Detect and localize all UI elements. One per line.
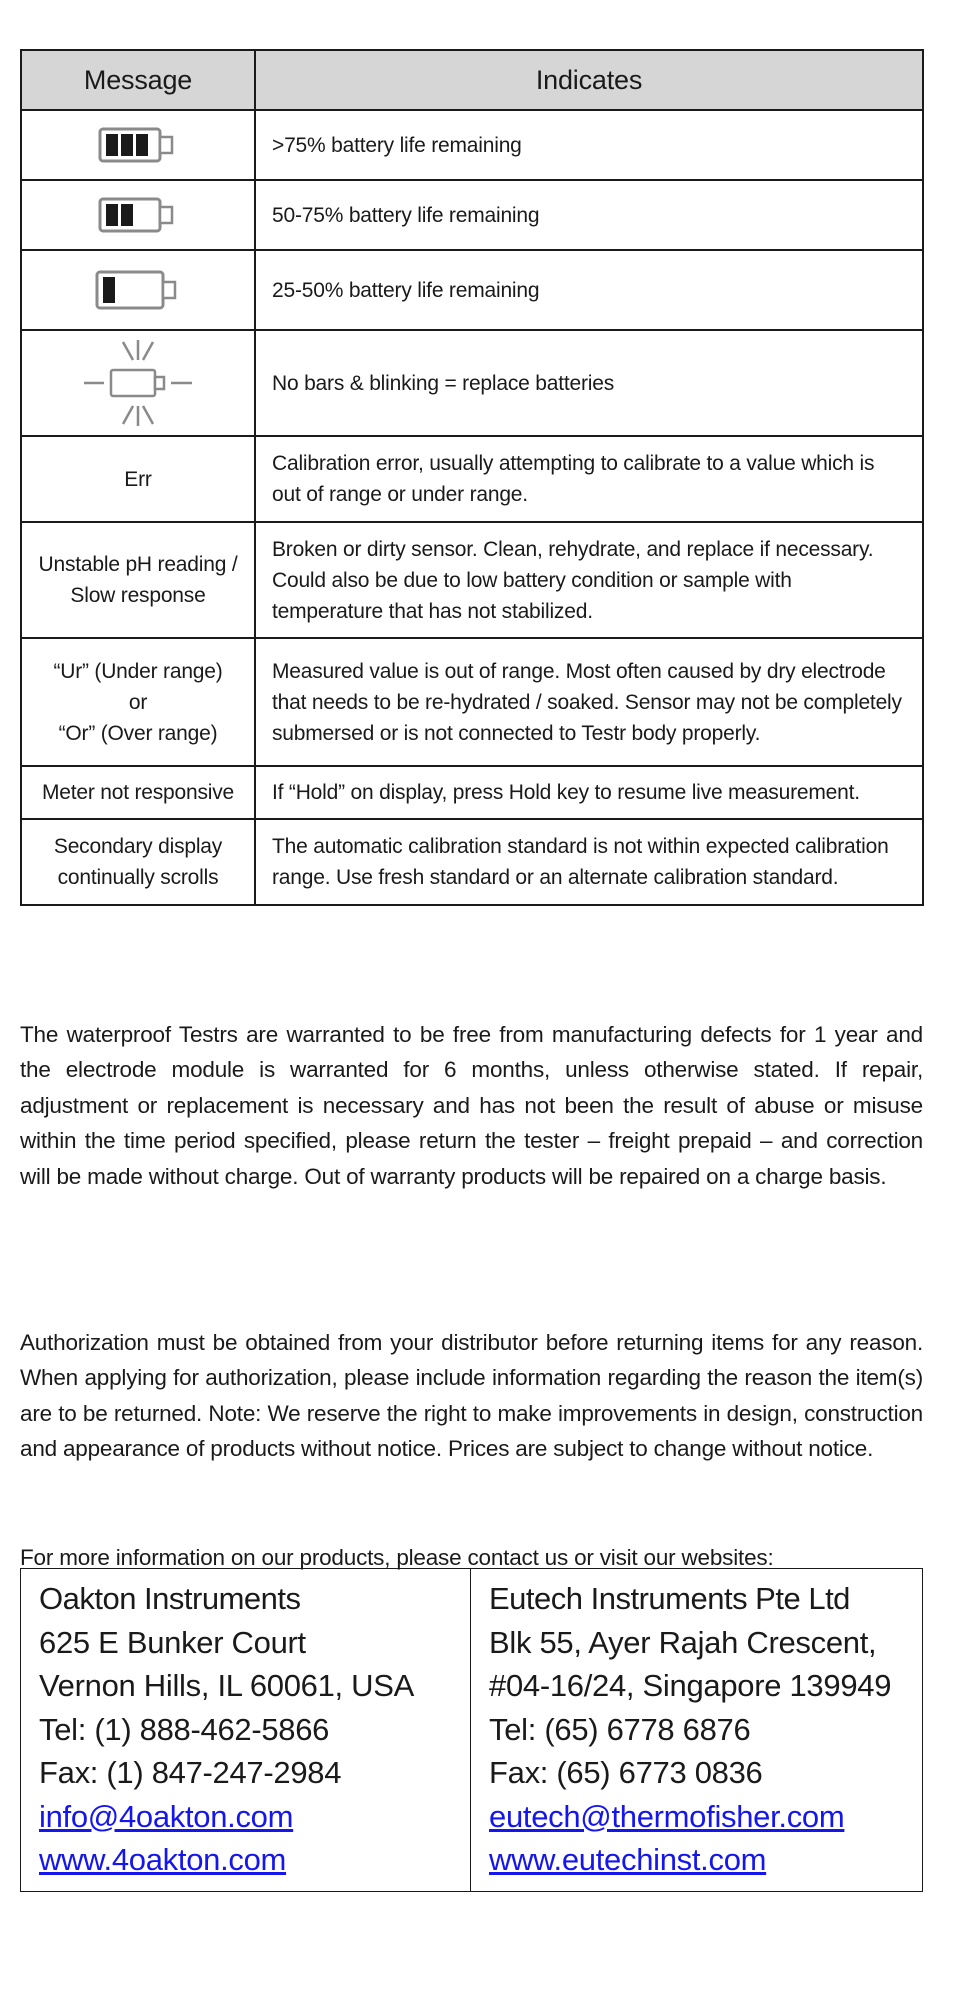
message-cell: Unstable pH reading / Slow response: [21, 522, 255, 638]
message-cell: [21, 330, 255, 436]
indicates-cell: The automatic calibration standard is not within expected calibration range. Use fresh standard or an alternate calibration standard.: [255, 819, 923, 905]
indicates-cell: >75% battery life remaining: [255, 110, 923, 180]
indicates-cell: Calibration error, usually attempting to calibrate to a value which is out of range or under range.: [255, 436, 923, 522]
message-cell: [21, 180, 255, 250]
address-line: Blk 55, Ayer Rajah Crescent,: [489, 1624, 877, 1660]
returns-paragraph: Authorization must be obtained from your distributor before returning items for any reason. When applying for authorization, please include information regarding the reason the item(s) are to be returned. Note: We reserve the right to make improvements in design, construction and appearance of products without notice. Prices are subject to change without notice.: [20, 1329, 923, 1461]
fax-number: Fax: (1) 847-247-2984: [39, 1755, 342, 1790]
company-name: Eutech Instruments Pte Ltd: [489, 1581, 850, 1616]
message-cell: Err: [21, 436, 255, 522]
email-link[interactable]: eutech@thermofisher.com: [489, 1798, 845, 1834]
battery-full-icon: [98, 126, 178, 164]
contact-card-oakton: [21, 1569, 471, 1892]
warranty-paragraph: The waterproof Testrs are warranted to be free from manufacturing defects for 1 year and the electrode module is warranted for 6 months, unless otherwise stated. If repair, adjustment or replacement is necessary and has not been the result of abuse or misuse within the time period specified, please return the tester – freight prepaid – and correction will be made without charge. Out of warranty products will be repaired on a charge basis.: [20, 1021, 923, 1189]
indicates-cell: 25-50% battery life remaining: [255, 250, 923, 330]
table-header-row: [21, 50, 923, 110]
table-row: [21, 110, 923, 180]
header-indicates: Indicates: [255, 50, 923, 110]
table-row: [21, 819, 923, 905]
message-cell: [21, 250, 255, 330]
contacts-table: [20, 1568, 923, 1892]
table-row: [21, 522, 923, 638]
contact-card-eutech: [471, 1569, 923, 1892]
table-row: [21, 330, 923, 436]
address-line: Vernon Hills, IL 60061, USA: [39, 1668, 415, 1703]
message-cell: [21, 638, 255, 766]
website-link[interactable]: www.4oakton.com: [39, 1842, 287, 1877]
message-line: “Or” (Over range): [58, 721, 218, 745]
battery-empty-blinking-icon: [78, 338, 198, 428]
indicates-cell: If “Hold” on display, press Hold key to resume live measurement.: [255, 766, 923, 819]
address-line: #04-16/24, Singapore 139949: [489, 1668, 892, 1703]
message-cell: [21, 110, 255, 180]
company-name: Oakton Instruments: [39, 1581, 301, 1616]
table-row: [21, 250, 923, 330]
message-cell: Secondary display continually scrolls: [21, 819, 255, 905]
indicates-cell: No bars & blinking = replace batteries: [255, 330, 923, 436]
battery-two-bars-icon: [98, 196, 178, 234]
table-row: [21, 638, 923, 766]
message-line: “Ur” (Under range): [53, 659, 223, 683]
table-row: [21, 766, 923, 819]
troubleshooting-table: [20, 49, 924, 906]
indicates-cell: 50-75% battery life remaining: [255, 180, 923, 250]
battery-one-bar-icon: [95, 269, 181, 311]
header-message: Message: [21, 50, 255, 110]
website-link[interactable]: www.eutechinst.com: [489, 1842, 767, 1877]
table-row: [21, 180, 923, 250]
phone-number: Tel: (65) 6778 6876: [489, 1711, 751, 1747]
message-line: or: [128, 690, 148, 714]
email-link[interactable]: info@4oakton.com: [39, 1798, 294, 1834]
table-row: [21, 436, 923, 522]
message-cell: Meter not responsive: [21, 766, 255, 819]
indicates-cell: Broken or dirty sensor. Clean, rehydrate, and replace if necessary. Could also be due to low battery condition or sample with temperature that has not stabilized.: [255, 522, 923, 638]
fax-number: Fax: (65) 6773 0836: [489, 1755, 763, 1790]
indicates-cell: Measured value is out of range. Most often caused by dry electrode that needs to be re-hydrated / soaked. Sensor may not be completely submersed or is not connected to Testr body properly.: [255, 638, 923, 766]
contact-intro: For more information on our products, please contact us or visit our websites:: [20, 1544, 774, 1570]
address-line: 625 E Bunker Court: [39, 1624, 306, 1660]
phone-number: Tel: (1) 888-462-5866: [39, 1711, 330, 1747]
